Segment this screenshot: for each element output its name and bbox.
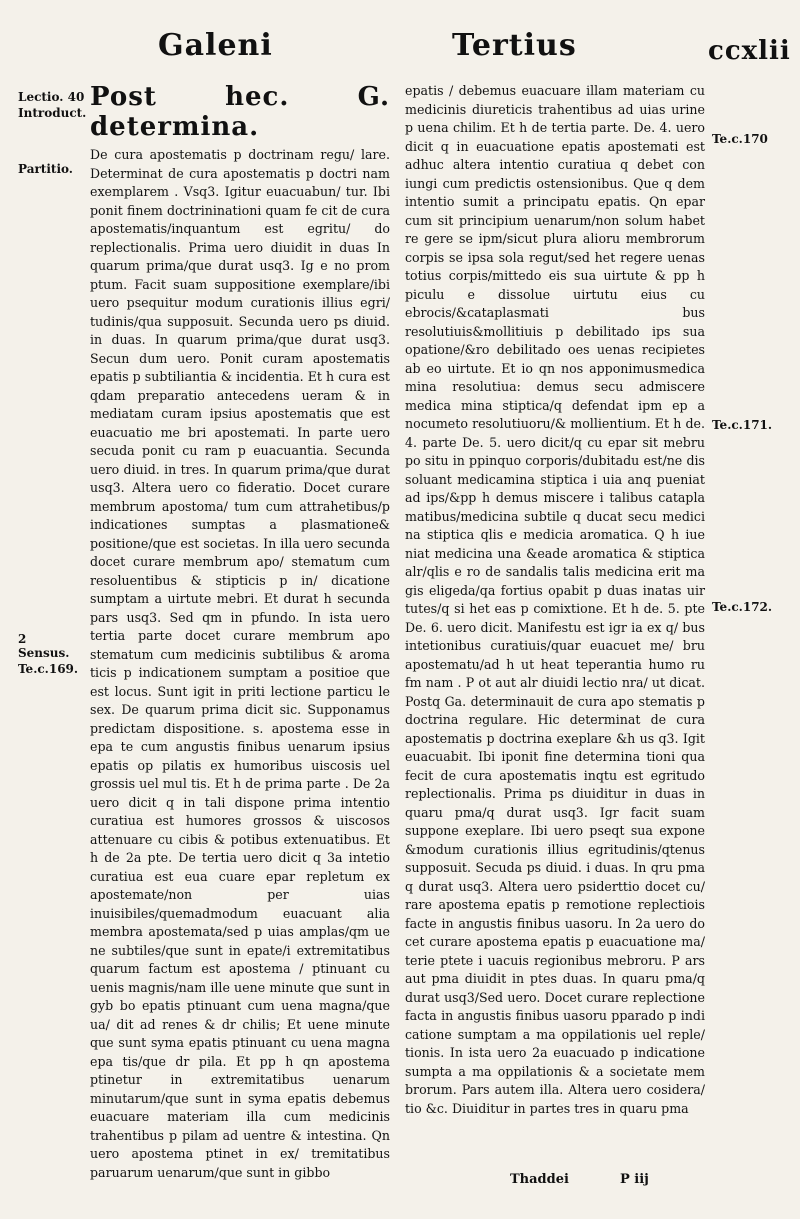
margin-note-sensus: Sensus. xyxy=(18,646,70,660)
column-paragraph: epatis / debemus euacuare illam materiam cu medicinis diureticis trahentibus ad uias urine p uena chilim. Et h de tertia parte. De. 4. uero dicit q in euacuatione epatis apostemati est adhuc altera intentio curatiua q debet con iungi cum predictis ostensionibus. Que q dem intentio sumit a principatu epatis. Qn epar cum sit principium uenarum/non solum habet re gere se ipm/sicut plura alioru membrorum corpis se ipsa sola regut/sed het regere uenas totius corpis/mittedo eis sua uirtute & pp h piculu e dissolue uirtutu eius cu ebrocis/&cataplasmati bus resolutiuis&mollitiuis p debilitado ips sua opatione/&ro debilitado oes uenas recipietes ab eo uirtute. Et io qn nos apponimusmedica mina resolutiua: demus secu admiscere medica mina stiptica/q defendat ipm ep a nocumeto resolutiuoru/& mollientium. Et h de. 4. parte De. 5. uero dicit/q cu epar sit mebru po situ in ppinquo corporis/dubitadu est/ne dis soluant medicamina stiptica i uia anq pueniat ad ips/&pp h demus miscere i talibus catapla matibus/medicina subtile q ducat secu medici na stiptica qlis e medicia aromatica. Q h iue niat medicina una &eade aromatica & stiptica alr/qlis e ro de sandalis talis medicina erit ma gis eligeda/qa fortius opabit p duas inatas uir tutes/q si het eas p comixtione. Et h de. 5. pte De. 6. uero dicit. Manifestu est igr ia ex q/ bus intetionibus curatiuis/quar euacuet me/ bru apostematu/ad h ut heat teperantia humo ru fm nam . P ot aut alr diuidi lectio nra/ ut dicat. Postq Ga. determinauit de cura apo stematis p doctrina regulare. Hic determinat de cura apostematis p doctrina exeplare &h us q3. Igit euacuabit. Ibi iponit fine determina tioni qua fecit de cura apostematis inqtu est egritudo replectionalis. Prima ps diuiditur in duas in quaru pma/q durat usq3. Igr facit suam suppone exeplare. Ibi uero pseqt sua expone &modum curationis illius egritudinis/qtenus supposuit. Secuda ps diuid. i duas. In qru pma q durat usq3. Altera uero psiderttio docet cu/ rare apostema epatis p remotione replectiois facte in angustis finibus uasoru. In 2a uero do cet curare apostema epatis p euacuatione ma/ terie ptete i uacuis regionibus mebroru. P ars aut pma diuidit in ptes duas. In quaru pma/q durat usq3/Sed uero. Docet curare replectione facta in angustis finibus uasoru pparado p indi catione sumptam a ma oppilationis uel reple/ tionis. In ista uero 2a euacuado p indicatione sumpta a ma oppilationis & a societate mem brorum. Pars autem illa. Altera uero cosidera/ tio &c. Diuiditur in partes tres in quaru pma xyxy=(405,83,705,1116)
margin-note-lectio: Lectio. 40 xyxy=(18,90,85,104)
margin-note-textus-171: Te.c.171. xyxy=(712,418,773,432)
text-column-right xyxy=(405,82,705,1118)
running-head-center: Tertius xyxy=(452,28,577,63)
text-column-left xyxy=(90,82,390,1182)
margin-note-partitio: Partitio. xyxy=(18,162,73,176)
catchword-signature: Thaddei xyxy=(510,1172,569,1187)
margin-note-textus-172: Te.c.172. xyxy=(712,600,773,614)
show-through-text xyxy=(745,700,748,715)
margin-note-introduct: Introduct. xyxy=(18,106,87,120)
running-head-left: Galeni xyxy=(158,28,273,63)
folio-number: ccxlii xyxy=(708,36,791,66)
margin-note-textus: Te.c.169. xyxy=(18,662,79,676)
lecture-title: Post hec. G. determina. xyxy=(90,82,390,142)
column-paragraph: De cura apostematis p doctrinam regu/ lare. Determinat de cura apostematis p doctri nam exemplarem . Vsq3. Igitur euacuabun/ tur. Ibi ponit finem doctrininationi quam fe cit de cura apostematis/inquantum est egritu/ do replectionalis. Prima uero diuidit in duas In quarum prima/que durat usq3. Ig e no prom ptum. Facit suam suppositione exemplare/ibi uero psequitur modum curationis illius egri/ tudinis/qua supposuit. Secunda uero ps diuid. in duas. In quarum prima/que durat usq3. Secun dum uero. Ponit curam apostematis epatis p subtiliantia & incidentia. Et h cura est qdam preparatio antecedens ueram & in mediatam curam ipsius apostematis que est euacuatio me bri apostemati. In parte uero secuda ponit cu ram p euacuantia. Secunda uero diuid. in tres. In quarum prima/que durat usq3. Altera uero co fideratio. Docet curare membrum apostoma/ tum cum attrahetibus/p indicationes sumptas a plasmatione& positione/que est societas. In illa uero secunda docet curare membrum apo/ stematum cum resoluentibus & stipticis p in/ dicatione sumptam a uirtute mebri. Et durat h secunda pars usq3. Sed qm in pfundo. In ista uero tertia parte docet curare membrum apo stematum cum medicinis subtilibus & aroma ticis p indicationem sumptam a positioe que est locus. Sunt igit in priti lectione particu le sex. De quarum prima dicit sic. Supponamus predictam dispositione. s. apostema esse in epa te cum angustis finibus uenarum ipsius epatis op pilatis ex humoribus uiscosis uel grossis uel mul tis. Et h de prima parte . De 2a uero dicit q in tali dispone prima intentio curatiua est humores grossos & uiscosos attenuare cu cibis & potibus extenuatibus. Et h de 2a pte. De tertia uero dicit q 3a intetio curatiua est eua cuare epar repletum ex apostemate/non per uias inuisibiles/quemadmodum euacuant alia membra apostemata/sed p uias amplas/qm ue ne subtiles/que sunt in epate/i extremitatibus quarum factum est apostema / ptinuant cu uenis magnis/nam ille uene minute que sunt in gyb bo epatis ptinuant cum uena magna/que ua/ dit ad renes & dr chilis; Et uene minute que sunt syma epatis ptinuant cu uena magna epa tis/que dr pila. Et pp h qn apostema ptinetur in extremitatibus uenarum minutarum/que sunt in syma epatis debemus euacuare materiam illa cum medicinis trahentibus p pilam ad uentre & intestina. Qn uero apostema ptinet in ex/ tremitatibus paruarum uenarum/que sunt in gibbo xyxy=(90,147,390,1180)
margin-note-number: 2 xyxy=(18,632,27,646)
margin-note-textus-170: Te.c.170 xyxy=(712,132,768,146)
signature-mark: P iij xyxy=(620,1172,649,1187)
